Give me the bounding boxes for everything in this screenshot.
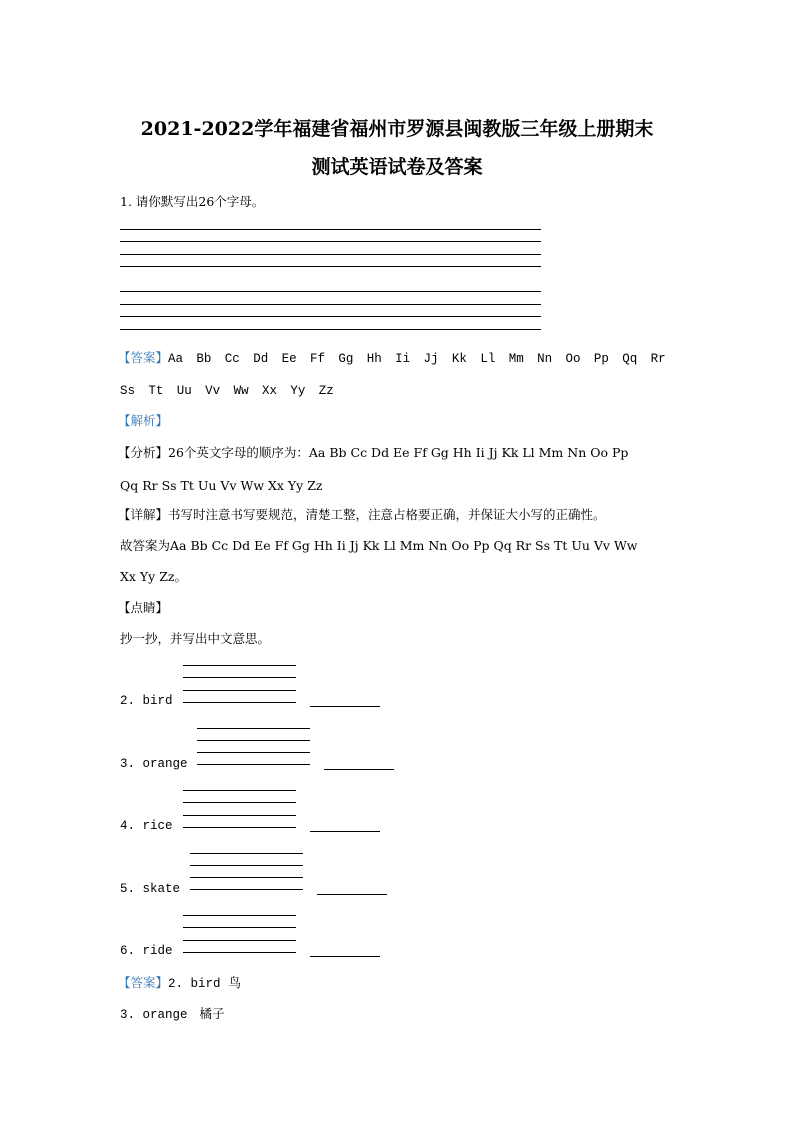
copy-line: [190, 877, 303, 878]
letter-pair: Hh: [366, 352, 382, 366]
letter-pair: Ss: [120, 384, 136, 398]
answer-tag: 【答案】: [118, 975, 169, 990]
meaning-blank: [310, 706, 380, 707]
item-label: 4. rice: [120, 819, 173, 833]
letter-pair: Kk: [451, 352, 467, 366]
detail-text: 【详解】书写时注意书写要规范，清楚工整，注意占格要正确，并保证大小写的正确性。: [118, 507, 606, 522]
copy-line: [197, 728, 310, 729]
title-line-2: 测试英语试卷及答案: [311, 156, 483, 178]
meaning-blank: [310, 831, 380, 832]
letter-pair: Zz: [318, 384, 334, 398]
analysis-tag: 【解析】: [118, 413, 169, 428]
letter-pair: Dd: [253, 352, 269, 366]
instruction: 抄一抄，并写出中文意思。: [120, 631, 271, 646]
item-label: 3. orange: [120, 756, 188, 771]
letter-pair: Vv: [205, 384, 221, 398]
letter-pair: Ee: [281, 352, 297, 366]
copy-line: [190, 853, 303, 854]
letter-pair: Rr: [650, 352, 666, 366]
answer-1-line-1: [118, 350, 679, 367]
answer-tag: 【答案】: [118, 350, 169, 365]
copy-line: [183, 677, 296, 678]
copy-line: [190, 865, 303, 866]
meaning-blank: [324, 769, 394, 770]
letter-pair: Oo: [565, 352, 581, 366]
letter-pair: Ii: [395, 352, 411, 366]
answer-word: 2. bird: [168, 977, 221, 991]
copy-line: [183, 790, 296, 791]
answer-3: [120, 1006, 224, 1023]
letter-pair: Uu: [176, 384, 192, 398]
conclusion-line-1: 故答案为Aa Bb Cc Dd Ee Ff Gg Hh Ii Jj Kk Ll Mm Nn Oo Pp Qq Rr Ss Tt Uu Vv Ww: [120, 538, 638, 553]
answer-1-line-2: [120, 383, 347, 399]
copy-line: [183, 927, 296, 928]
copy-line: [183, 815, 296, 816]
letter-pair: Qq: [622, 352, 638, 366]
letter-pair: Ww: [233, 384, 249, 398]
copy-line: [197, 752, 310, 753]
title-line-1: 2021-2022学年福建省福州市罗源县闽教版三年级上册期末: [140, 118, 654, 140]
copy-line: [197, 740, 310, 741]
letter-pair: Bb: [196, 352, 212, 366]
copy-line: [183, 665, 296, 666]
letter-pair: Jj: [423, 352, 439, 366]
copy-line: [183, 952, 296, 953]
analysis-text: 【分析】26个英文字母的顺序为：Aa Bb Cc Dd Ee Ff Gg Hh Ii Jj Kk Ll Mm Nn Oo Pp: [118, 445, 629, 460]
copy-line: [183, 690, 296, 691]
letter-pair: Ff: [309, 352, 325, 366]
letter-pair: Ll: [480, 352, 496, 366]
letter-pair: Cc: [224, 352, 240, 366]
answer-2: [118, 975, 241, 992]
dianjing-tag: 【点睛】: [118, 600, 169, 615]
letter-pair: Mm: [508, 352, 524, 366]
analysis-text-2: Qq Rr Ss Tt Uu Vv Ww Xx Yy Zz: [120, 478, 323, 493]
answer-word: 3. orange: [120, 1008, 188, 1022]
letter-pair: Gg: [338, 352, 354, 366]
item-label: 6. ride: [120, 944, 173, 958]
letter-pair: Pp: [593, 352, 609, 366]
copy-line: [183, 915, 296, 916]
copy-line: [190, 889, 303, 890]
item-label: 2. bird: [120, 694, 173, 708]
letter-pair: Tt: [148, 384, 164, 398]
meaning-blank: [317, 894, 387, 895]
answer-meaning: 鸟: [228, 975, 241, 990]
meaning-blank: [310, 956, 380, 957]
letter-pair: Nn: [537, 352, 553, 366]
answer-meaning: 橘子: [199, 1006, 225, 1021]
letter-pair: Xx: [261, 384, 277, 398]
copy-line: [183, 802, 296, 803]
copy-line: [183, 940, 296, 941]
item-label: 5. skate: [120, 881, 181, 896]
question-1: 1. 请你默写出26个字母。: [120, 194, 265, 209]
copy-line: [183, 702, 296, 703]
copy-line: [197, 764, 310, 765]
letter-pair: Yy: [290, 384, 306, 398]
copy-line: [183, 827, 296, 828]
letter-pair: Aa: [168, 352, 184, 366]
conclusion-line-2: Xx Yy Zz。: [120, 569, 187, 584]
